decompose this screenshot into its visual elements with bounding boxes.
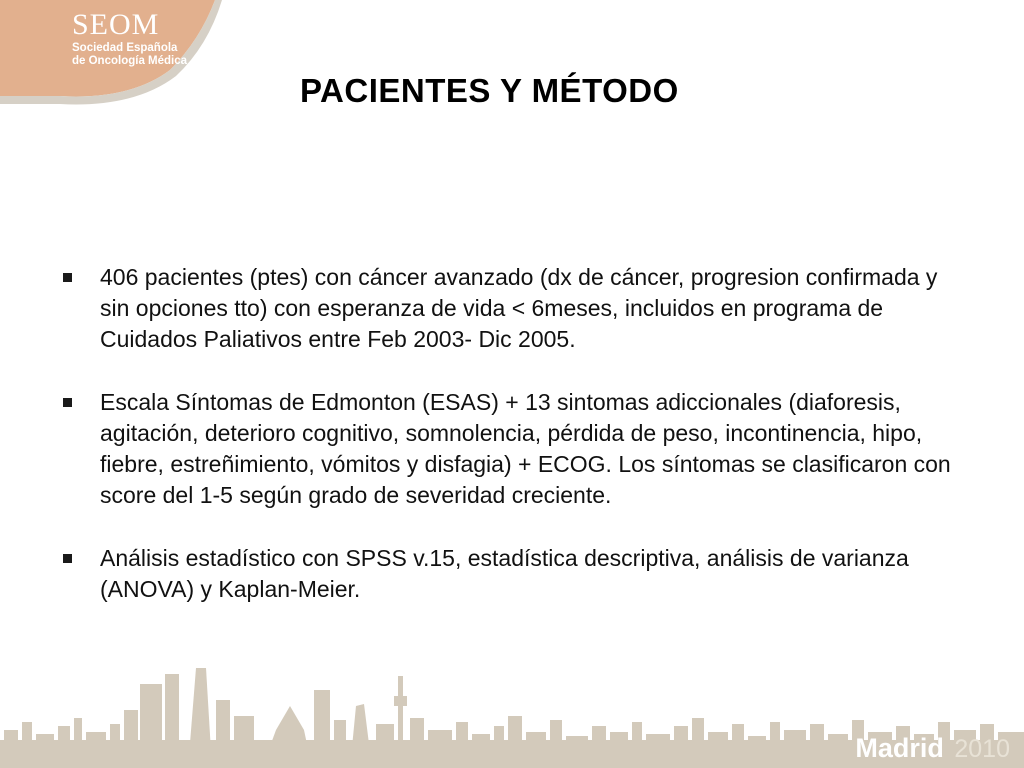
logo-subtitle-1: Sociedad Española	[72, 42, 178, 54]
footer-brand	[855, 733, 1010, 764]
footer-year: 2010	[954, 735, 1010, 763]
bullet-item	[60, 387, 960, 511]
seom-logo	[72, 8, 187, 68]
bullet-text: 406 pacientes (ptes) con cáncer avanzado (dx de cáncer, progresion confirmada y sin opciones tto) con esperanza de vida < 6meses, incluidos en programa de Cuidados Paliativos entre Feb 2003- Dic 2005.	[100, 264, 938, 352]
square-bullet-icon	[63, 554, 72, 563]
bullet-text: Análisis estadístico con SPSS v.15, estadística descriptiva, análisis de varianza (ANOVA) y Kaplan-Meier.	[100, 545, 909, 602]
bullet-item	[60, 262, 960, 355]
bullet-item	[60, 543, 960, 605]
logo-subtitle-2: de Oncología Médica	[72, 55, 188, 67]
footer-city: Madrid	[855, 733, 944, 763]
logo-name: SEOM	[72, 8, 160, 41]
bullet-list	[60, 262, 960, 637]
slide-title: PACIENTES Y MÉTODO	[300, 72, 679, 109]
square-bullet-icon	[63, 398, 72, 407]
square-bullet-icon	[63, 273, 72, 282]
logo-band	[0, 0, 250, 112]
bullet-text: Escala Síntomas de Edmonton (ESAS) + 13 sintomas adiccionales (diaforesis, agitación, deterioro cognitivo, somnolencia, pérdida de peso, incontinencia, hipo, fiebre, estreñimiento, vómitos y disfagia) + ECOG. Los síntomas se clasificaron con score del 1-5 según grado de severidad creciente.	[100, 389, 951, 508]
